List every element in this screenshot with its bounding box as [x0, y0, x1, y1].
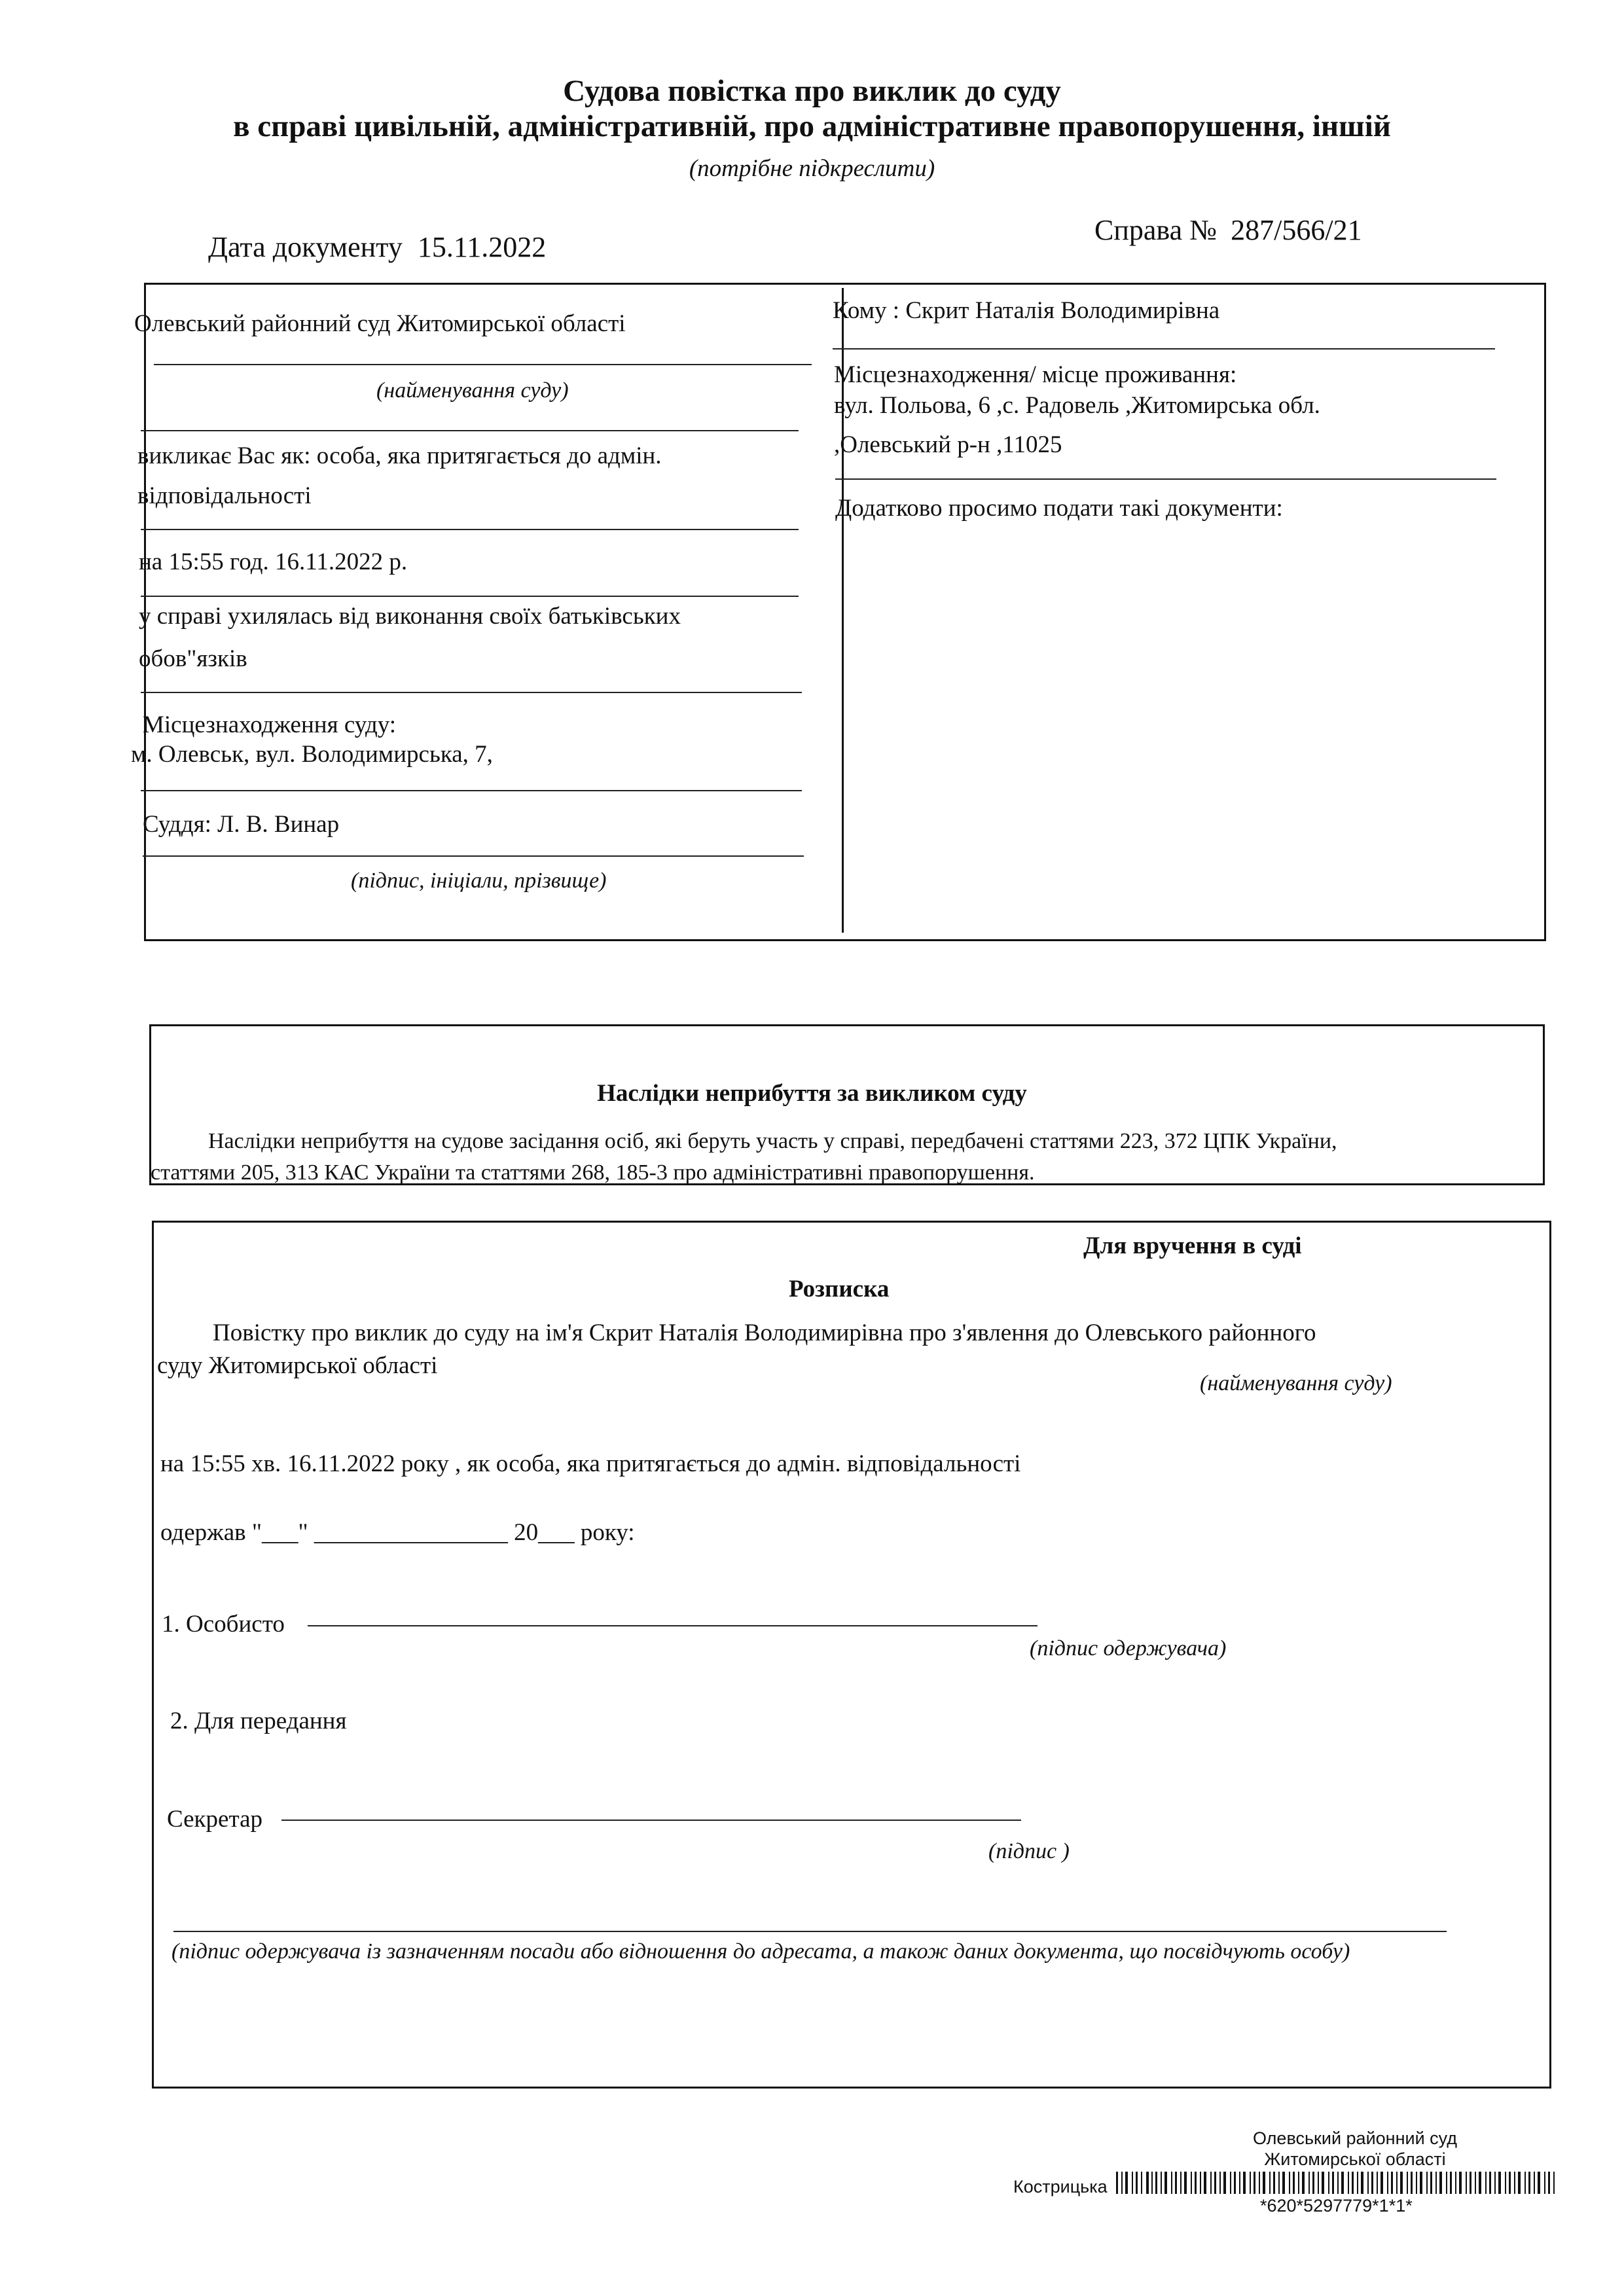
barcode-text: *620*5297779*1*1*	[1260, 2196, 1413, 2215]
underline-note: (потрібне підкреслити)	[689, 155, 935, 182]
title-line-2: в справі цивільній, адміністративній, про адміністративне правопорушення, іншій	[233, 109, 1391, 143]
caption-line	[141, 430, 799, 431]
summons-as-line	[141, 529, 799, 530]
case-label: Справа №	[1094, 214, 1218, 246]
address-line	[835, 478, 1496, 480]
consequences-text-line-1: Наслідки неприбуття на судове засідання осіб, які беруть участь у справі, передбачені статтями 223, 372 ЦПК України,	[208, 1129, 1337, 1153]
barcode-image	[1116, 2172, 1561, 2194]
doc-date-label: Дата документу	[208, 231, 403, 263]
consequences-title: Наслідки неприбуття за викликом суду	[597, 1080, 1027, 1107]
doc-date-row	[208, 230, 546, 264]
transfer-label: 2. Для передання	[170, 1708, 347, 1734]
court-name-caption: (найменування суду)	[376, 378, 569, 403]
for-court-label: Для вручення в суді	[1083, 1232, 1302, 1259]
bottom-caption: (підпис одержувача із зазначенням посади або відношення до адресата, а також даних документа, що посвідчують особу)	[171, 1939, 1350, 1964]
secretary-signature-line[interactable]	[281, 1820, 1021, 1821]
summons-as-line-2: відповідальності	[137, 482, 312, 509]
address-label: Місцезнаходження/ місце проживання:	[834, 361, 1237, 388]
court-name-line	[154, 364, 812, 365]
receipt-text-line-1: Повістку про виклик до суду на ім'я Скрит Наталія Володимирівна про з'явлення до Олевського районного	[213, 1319, 1316, 1346]
hearing-time: на 15:55 год. 16.11.2022 р.	[139, 548, 408, 575]
case-number: 287/566/21	[1231, 214, 1362, 246]
court-location-label: Місцезнаходження суду:	[143, 711, 397, 738]
judge-caption: (підпис, ініціали, прізвище)	[351, 869, 607, 893]
receipt-title: Розписка	[789, 1276, 890, 1302]
documents-label: Додатково просимо подати такі документи:	[835, 495, 1283, 522]
footer-court-line-1: Олевський районний суд	[1252, 2128, 1458, 2148]
recipient: Кому : Скрит Наталія Володимирівна	[833, 297, 1220, 324]
bottom-signature-line[interactable]	[173, 1931, 1447, 1932]
judge: Суддя: Л. В. Винар	[143, 811, 340, 838]
judge-line	[143, 855, 804, 857]
court-location: м. Олевськ, вул. Володимирська, 7,	[131, 741, 493, 768]
receipt-time-line: на 15:55 хв. 16.11.2022 року , як особа, яка притягається до адмін. відповідальності	[160, 1450, 1021, 1477]
case-matter-line-1: у справі ухилялась від виконання своїх батьківських	[139, 603, 681, 630]
signature-caption: (підпис )	[988, 1839, 1070, 1863]
recipient-signature-caption: (підпис одержувача)	[1030, 1636, 1227, 1660]
doc-date: 15.11.2022	[417, 231, 547, 263]
case-number-row	[1094, 213, 1362, 247]
received-line: одержав "___" ________________ 20___ року:	[160, 1519, 635, 1546]
secretary-label: Секретар	[167, 1806, 262, 1833]
receipt-text-line-2: суду Житомирської області	[157, 1352, 438, 1379]
footer-sender: Кострицька	[1013, 2177, 1108, 2197]
address-line-1: вул. Польова, 6 ,с. Радовель ,Житомирська обл.	[834, 392, 1320, 419]
address-line-2: ,Олевський р-н ,11025	[834, 431, 1062, 458]
case-matter-line	[141, 692, 802, 693]
case-matter-line-2: обов"язків	[139, 645, 247, 672]
hearing-time-line	[141, 596, 799, 597]
court-location-line	[141, 790, 802, 791]
court-name: Олевський районний суд Житомирської області	[134, 310, 626, 337]
personally-label: 1. Особисто	[162, 1611, 285, 1638]
summons-as-line-1: викликає Вас як: особа, яка притягається до адмін.	[137, 442, 662, 469]
footer-court-line-2: Житомирської області	[1264, 2149, 1446, 2169]
receipt-court-caption: (найменування суду)	[1200, 1371, 1392, 1395]
personally-signature-line[interactable]	[308, 1625, 1038, 1626]
title-line-1: Судова повістка про виклик до суду	[563, 74, 1061, 108]
consequences-text-line-2: статтями 205, 313 КАС України та статтями 268, 185-3 про адміністративні правопорушення.	[151, 1160, 1035, 1185]
recipient-line	[833, 348, 1495, 350]
